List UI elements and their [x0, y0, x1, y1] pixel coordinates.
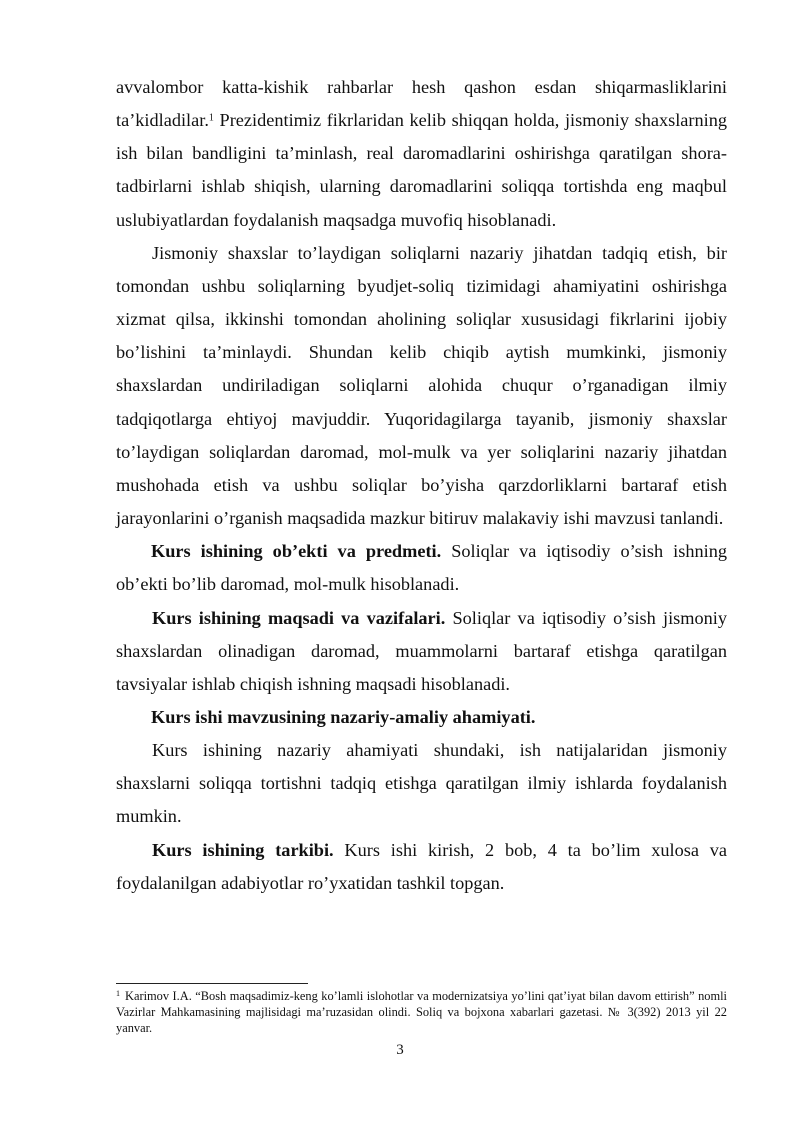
structure-text: Kurs ishi kirish, 2 bob, 4 ta bo’lim xulosa va foydalanilgan adabiyotlar ro’yxatidan tashkil topgan.	[116, 839, 728, 893]
paragraph-5	[116, 701, 727, 734]
paragraph-4	[116, 602, 727, 701]
paragraph-1-continuation: Prezidentimiz fikrlaridan kelib shiqqan holda, jismoniy shaxslarning ish bilan bandligini ta’minlash, real daromadlarini oshirishga qaratilgan shora-tadbirlarni ishlab shiqish, ularning daromadlarini soliqqa tortishda eng maqbul uslubiyatlardan foydalanish maqsadga muvofiq hisoblanadi.	[116, 110, 727, 230]
footnote-text: Karimov I.A. “Bosh maqsadimiz-keng ko’lamli islohotlar va modernizatsiya yo’lini qat’iyat bilan davom ettirish” nomli Vazirlar Mahkamasining majlisidagi ma’ruzasidan olindi. Soliq va bojxona xabarlari gazetasi. № 3(392) 2013 yil 22 yanvar.	[116, 989, 727, 1036]
structure-heading: Kurs ishining tarkibi.	[152, 839, 334, 860]
paragraph-7	[116, 834, 727, 900]
paragraph-6: Kurs ishining nazariy ahamiyati shundaki, ish natijalaridan jismoniy shaxslarni soliqqa tortishni tadqiq etishga qaratilgan ilmiy ishlarda foydalanish mumkin.	[116, 740, 727, 827]
goals-tasks-heading: Kurs ishining maqsadi va vazifalari.	[152, 607, 446, 628]
footnote-reference: 1	[208, 112, 214, 124]
body-text	[116, 71, 727, 900]
page-number: 3	[396, 1042, 404, 1058]
footnote-divider	[116, 983, 308, 984]
paragraph-2: Jismoniy shaxslar to’laydigan soliqlarni nazariy jihatdan tadqiq etish, bir tomondan ushbu soliqlarning byudjet-soliq tizimidagi ahamiyatini oshirishga xizmat qilsa, ikkinshi tomondan aholining soliqlar xususidagi fikrlarini ijobiy bo’lishini ta’minlaydi. Shundan kelib chiqib aytish mumkinki, jismoniy shaxslardan undiriladigan soliqlarni alohida chuqur o’rganadigan ilmiy tadqiqotlarga ehtiyoj mavjuddir. Yuqoridagilarga tayanib, jismoniy shaxslar to’laydigan soliqlardan daromad, mol-mulk va yer soliqlarini nazariy jihatdan mushohada etish va ushbu soliqlar bo’yisha qarzdorliklarni bartaraf etish jarayonlarini o’rganish maqsadida mazkur bitiruv malakaviy ishi mavzusi tanlandi.	[116, 242, 727, 529]
paragraph-3	[116, 535, 727, 601]
paragraph-1-text: avvalombor katta-kishik rahbarlar hesh qashon esdan shiqarmasliklarini ta’kidladilar.	[116, 77, 727, 131]
significance-heading: Kurs ishi mavzusining nazariy-amaliy ahamiyati.	[151, 706, 536, 727]
object-subject-heading: Kurs ishining ob’ekti va predmeti.	[151, 541, 442, 562]
paragraph-1	[116, 71, 727, 237]
goals-tasks-text: Soliqlar va iqtisodiy o’sish jismoniy shaxslardan olinadigan daromad, muammolarni bartaraf etishga qaratilgan tavsiyalar ishlab chiqish ishning maqsadi hisoblanadi.	[116, 607, 727, 694]
footnote	[116, 988, 727, 1037]
object-subject-text: Soliqlar va iqtisodiy o’sish ishning ob’ekti bo’lib daromad, mol-mulk hisoblanadi.	[116, 541, 727, 595]
footnote-marker: 1	[116, 989, 120, 998]
